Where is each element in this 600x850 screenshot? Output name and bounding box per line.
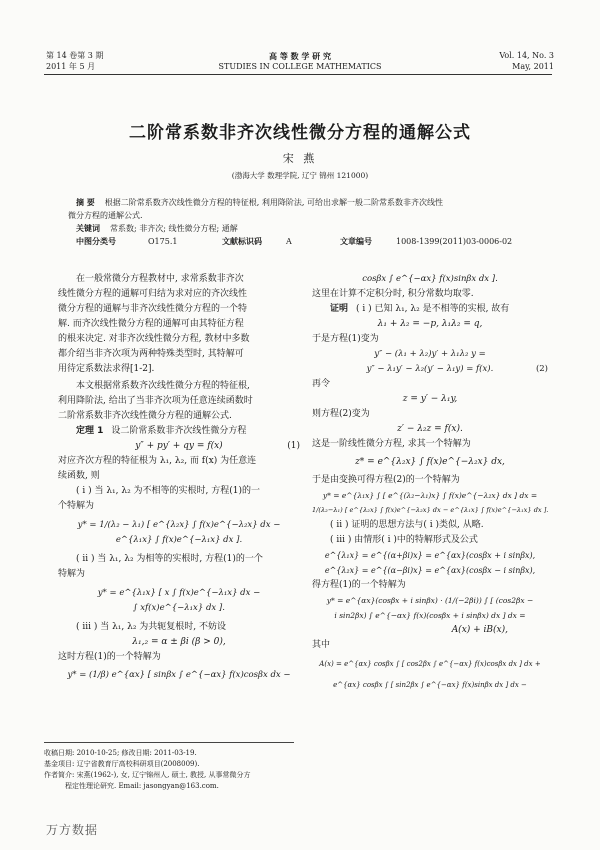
para2-line: 利用降阶法, 给出了当非齐次项为任意连续函数时 xyxy=(58,396,253,406)
case3-formula-cont: cosβx ∫ e^{−αx} f(x)sinβx dx ]. xyxy=(362,274,498,284)
z-definition: z = y′ − λ₁y, xyxy=(402,394,458,404)
transform-text: 于是方程(1)变为 xyxy=(312,334,379,344)
received-date: 收稿日期: 2010-10-25; 修改日期: 2011-03-19. xyxy=(44,749,197,757)
affiliation: (渤海大学 数理学院, 辽宁 锦州 121000) xyxy=(231,171,369,180)
intro-line: 都介绍当非齐次项为两种特殊类型时, 其特解可 xyxy=(58,349,244,359)
case3-line: ( iii ) 当 λ₁, λ₂ 为共轭复根时, 不妨设 xyxy=(76,622,227,632)
keywords-label: 关键词 xyxy=(76,224,100,233)
case-ii-proof: ( ii ) 证明的思想方法与( i )类似, 从略. xyxy=(330,520,484,530)
author-bio-cont: 程定性理论研究. Email: jasongyan@163.com. xyxy=(65,782,219,790)
doc-code: A xyxy=(286,237,292,246)
Ax-formula-2: e^{αx} cosβx ∫ [ sin2βx ∫ e^{−αx} f(x)sinβx dx ] dx − xyxy=(333,681,527,689)
abstract xyxy=(68,196,536,248)
right-column xyxy=(312,272,548,693)
case2-line: 特解为 xyxy=(58,569,86,579)
intro-line: 用待定系数法求得[1-2]. xyxy=(58,364,155,374)
abstract-label: 摘 要 xyxy=(76,198,95,207)
case1-formula-1: y* = 1/(λ₂ − λ₁) [ e^{λ₂x} ∫ f(x)e^{−λ₂x} dx − xyxy=(77,520,281,530)
Ax-formula-1: A(x) = e^{αx} cosβx ∫ [ cos2βx ∫ e^{−αx} f(x)cosβx dx ] dx + xyxy=(319,660,541,668)
becomes-text: 则方程(2)变为 xyxy=(312,409,370,419)
footnotes xyxy=(44,748,344,792)
left-column xyxy=(58,272,300,683)
euler-formula-2: e^{λ₂x} = e^{(α−βi)x} = e^{αx}(cosβx − i sinβx), xyxy=(324,566,536,575)
y3-formula-1: y* = e^{αx}(cosβx + i sinβx) · (1/(−2βi)) ∫ [ (cos2βx − xyxy=(326,596,534,605)
header-left-date: 2011 年 5 月 xyxy=(46,62,96,71)
watermark: 万方数据 xyxy=(46,823,99,837)
y-solution-1: y* = e^{λ₁x} ∫ [ e^{(λ₂−λ₁)x} ∫ f(x)e^{−λ₂x} dx ] dx = xyxy=(322,491,538,500)
equation-2a: y″ − (λ₁ + λ₂)y′ + λ₁λ₂ y = xyxy=(374,349,486,359)
header-right-date: May, 2011 xyxy=(512,62,554,71)
intro-line: 的根来决定. 对非齐次线性微分方程, 教材中多数 xyxy=(58,334,250,344)
integration-note: 这里在计算不定积分时, 积分常数均取零. xyxy=(312,289,474,299)
case3-roots: λ₁,₂ = α ± βi (β > 0), xyxy=(132,637,226,647)
header-rule xyxy=(44,74,552,75)
let-text: 再令 xyxy=(312,379,331,389)
case2-line: ( ii ) 当 λ₁, λ₂ 为相等的实根时, 方程(1)的一个 xyxy=(76,554,263,564)
para2-line: 二阶常系数非齐次线性微分方程的通解公式. xyxy=(58,411,232,421)
abstract-text: 根据二阶常系数齐次线性微分方程的特征根, 利用降阶法, 可给出求解一般二阶常系数非齐次线性 xyxy=(104,198,443,207)
equation-1-number: (1) xyxy=(287,441,300,451)
proof-label: 证明 xyxy=(330,304,349,314)
doc-code-label: 文献标识码 xyxy=(222,237,262,246)
equation-2-number: (2) xyxy=(535,364,548,374)
article-id-label: 文章编号 xyxy=(340,237,372,246)
z-equation: z′ − λ₂z = f(x). xyxy=(397,424,463,434)
case2-formula-1: y* = e^{λ₁x} [ x ∫ f(x)e^{−λ₁x} dx − xyxy=(97,588,261,598)
first-order-text: 这是一阶线性微分方程, 求其一个特解为 xyxy=(312,439,471,449)
intro-line: 解. 而齐次线性微分方程的通解可由其特征方程 xyxy=(58,319,244,329)
theorem-text-line: 续函数, 则 xyxy=(58,471,100,481)
case3-line: 这时方程(1)的一个特解为 xyxy=(58,652,161,662)
classification-line xyxy=(76,235,536,248)
equation-1 xyxy=(58,439,300,454)
equation-2-body: y″ − λ₁y′ − λ₂(y′ − λ₁y) = f(x). xyxy=(366,364,494,374)
intro-line: 在一般常微分方程教材中, 求常系数非齐次 xyxy=(76,274,244,284)
header-left-vol: 第 14 卷第 3 期 xyxy=(46,51,104,60)
para2-line: 本文根据常系数齐次线性微分方程的特征根, xyxy=(76,381,250,391)
paper-title: 二阶常系数非齐次线性微分方程的通解公式 xyxy=(129,123,471,143)
keywords: 常系数; 非齐次; 线性微分方程; 通解 xyxy=(110,224,238,233)
header-center-cn: 高 等 数 学 研 究 xyxy=(269,51,331,61)
y-solution-2: 1/(λ₂−λ₁) [ e^{λ₂x} ∫ f(x)e^{−λ₂x} dx − e^{λ₁x} ∫ f(x)e^{−λ₁x} dx ]. xyxy=(312,506,549,514)
keywords-line xyxy=(76,222,536,235)
intro-line: 线性微分方程的通解可归结为求对应的齐次线性 xyxy=(58,289,248,299)
theorem-line xyxy=(58,424,300,439)
clc-code: O175.1 xyxy=(148,237,178,246)
theorem-text: 设二阶常系数非齐次线性微分方程 xyxy=(111,426,247,436)
y3-formula-2: i sin2βx) ∫ e^{−αx} f(x)(cosβx + i sinβx) dx ] dx = xyxy=(334,611,526,620)
equation-1-body: y″ + py′ + qy = f(x) xyxy=(135,441,223,451)
theorem-label: 定理 1 xyxy=(76,426,104,436)
footnote-rule xyxy=(44,742,294,743)
abstract-line-1 xyxy=(76,196,536,209)
case2-formula-2: ∫ xf(x)e^{−λ₁x} dx ]. xyxy=(133,603,225,613)
author: 宋 燕 xyxy=(282,152,318,165)
case-iii-proof: ( iii ) 由情形( i )中的特解形式及公式 xyxy=(330,535,478,545)
case1-line: 个特解为 xyxy=(58,501,95,511)
proof-text: ( i ) 已知 λ₁, λ₂ 是不相等的实根, 故有 xyxy=(356,304,510,314)
intro-line: 微分方程的通解与非齐次线性微分方程的一个特 xyxy=(58,304,248,314)
clc-label: 中图分类号 xyxy=(76,237,116,246)
obtain-text: 得方程(1)的一个特解为 xyxy=(312,580,406,590)
case1-formula-2: e^{λ₁x} ∫ f(x)e^{−λ₁x} dx ]. xyxy=(115,535,243,545)
fund-info: 基金项目: 辽宁省教育厅高校科研项目(2008009). xyxy=(44,760,200,768)
euler-formula-1: e^{λ₁x} = e^{(α+βi)x} = e^{αx}(cosβx + i sinβx), xyxy=(324,551,536,560)
where-text: 其中 xyxy=(312,640,331,650)
then-text: 于是由变换可得方程(2)的一个特解为 xyxy=(312,475,460,485)
proof-line xyxy=(312,302,548,317)
header-right-vol: Vol. 14, No. 3 xyxy=(499,51,554,60)
y3-formula-3: A(x) + iB(x), xyxy=(451,625,508,635)
header-center-en: STUDIES IN COLLEGE MATHEMATICS xyxy=(218,62,382,71)
author-bio: 作者简介: 宋燕(1962-), 女, 辽宁锦州人, 硕士, 教授, 从事常微分方 xyxy=(44,771,251,779)
article-id: 1008-1399(2011)03-0006-02 xyxy=(396,237,513,246)
z-solution: z* = e^{λ₂x} ∫ f(x)e^{−λ₂x} dx, xyxy=(355,457,505,467)
case1-line: ( i ) 当 λ₁, λ₂ 为不相等的实根时, 方程(1)的一 xyxy=(76,486,261,496)
roots-relation: λ₁ + λ₂ = −p, λ₁λ₂ = q, xyxy=(377,319,483,329)
theorem-text-line: 对应齐次方程的特征根为 λ₁, λ₂, 而 f(x) 为任意连 xyxy=(58,456,257,466)
equation-2 xyxy=(312,362,548,377)
case3-formula: y* = (1/β) e^{αx} [ sinβx ∫ e^{−αx} f(x)cosβx dx − xyxy=(67,670,291,680)
abstract-text-2: 微分方程的通解公式. xyxy=(68,211,143,220)
